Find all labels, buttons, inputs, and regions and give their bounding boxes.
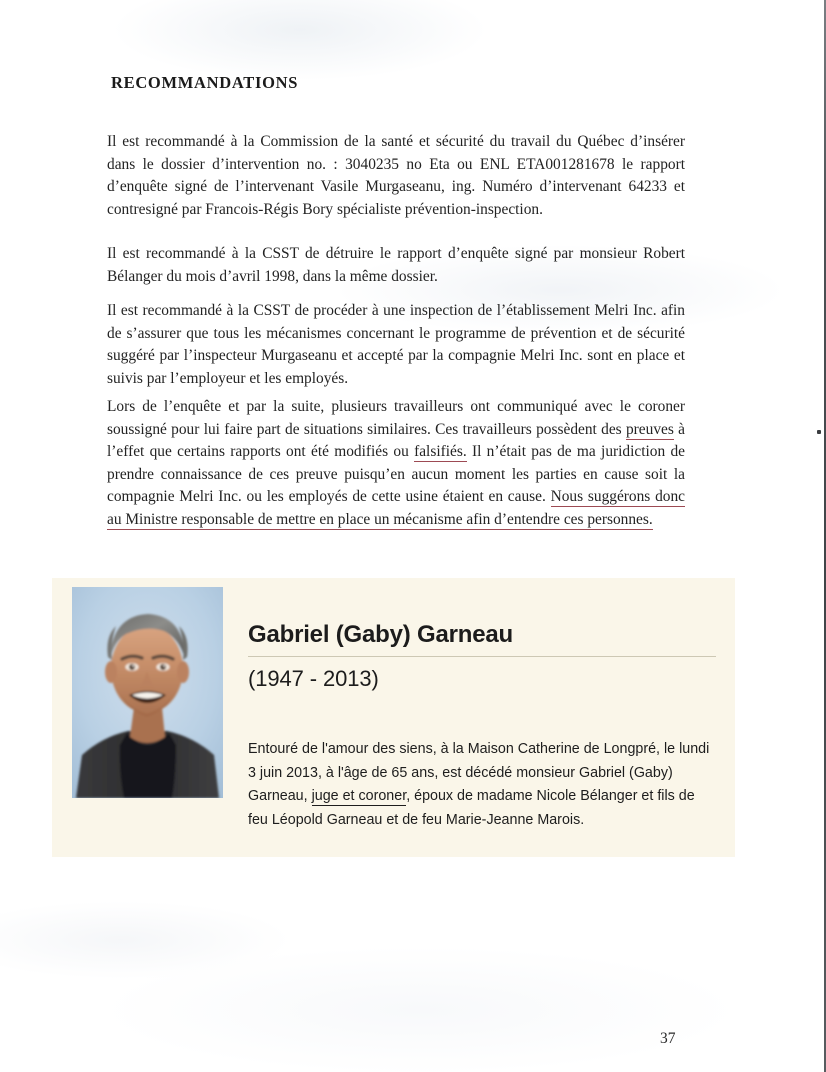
text-run: Il est recommandé à la CSST de procéder à une inspection de l’établissement Melri Inc. afin de s’assurer que tous les mécanismes concernant le programme de prévention et de sécurité suggéré par l’inspecteur Murgaseanu et accepté par la compagnie Melri Inc. sont en place et suivis par l’employeur et les employés.	[107, 302, 685, 387]
text-run: Il n’était pas de ma juridiction de prendre connaissance de ces preuve puisqu’en aucun moment les parties en cause soit la compagnie Melri Inc. ou les employés de cette usine étaient en cause.	[107, 443, 685, 505]
paragraph-recommendation-3	[107, 300, 685, 390]
paragraph-recommendation-1	[107, 131, 685, 221]
text-run: Il est recommandé à la CSST de détruire le rapport d’enquête signé par monsieur Robert Bélanger du mois d’avril 1998, dans la même dossier.	[107, 245, 685, 285]
portrait-photo	[72, 587, 223, 798]
deceased-name: Gabriel (Gaby) Garneau	[248, 620, 716, 657]
page-title: RECOMMANDATIONS	[111, 73, 299, 92]
life-span: (1947 - 2013)	[248, 666, 379, 691]
text-run: , époux de madame Nicole Bélanger et fils de feu Léopold Garneau et de feu Marie-Jeanne Marois.	[248, 788, 695, 828]
emphasized-text-run: juge et coroner	[311, 788, 407, 804]
emphasized-text-run: Nous suggérons donc au Ministre responsable de mettre en place un mécanisme afin d’entendre ces personnes.	[107, 488, 685, 528]
paragraph-recommendation-2	[107, 243, 685, 288]
page-number: 37	[660, 1030, 676, 1047]
obituary-panel	[52, 578, 735, 857]
scan-speck-artifact	[817, 430, 821, 434]
obituary-text	[248, 738, 714, 832]
obituary-details	[248, 620, 716, 832]
text-run: à l’effet que certains rapports ont été modifiés ou	[107, 420, 685, 460]
emphasized-text-run: falsifiés.	[414, 443, 467, 460]
paragraph-recommendation-4	[107, 396, 685, 531]
text-run: Lors de l’enquête et par la suite, plusieurs travailleurs ont communiqué avec le coroner soussigné pour lui faire part de situations similaires. Ces travailleurs possèdent des	[107, 398, 685, 438]
emphasized-text-run: preuves	[625, 420, 674, 438]
text-run: Entouré de l'amour des siens, à la Maison Catherine de Longpré, le lundi 3 juin 2013, à l'âge de 65 ans, est décédé monsieur Gabriel (Gaby) Garneau,	[248, 741, 710, 804]
text-run: Il est recommandé à la Commission de la santé et sécurité du travail du Québec d’insérer dans le dossier d’intervention no. : 3040235 no Eta ou ENL ETA001281678 le rapport d’enquête signé de l’intervenant Vasile Murgaseanu, ing. Numéro d’intervenant 64233 et contresigné par Francois-Régis Bory spécialiste prévention-inspection.	[107, 133, 685, 218]
